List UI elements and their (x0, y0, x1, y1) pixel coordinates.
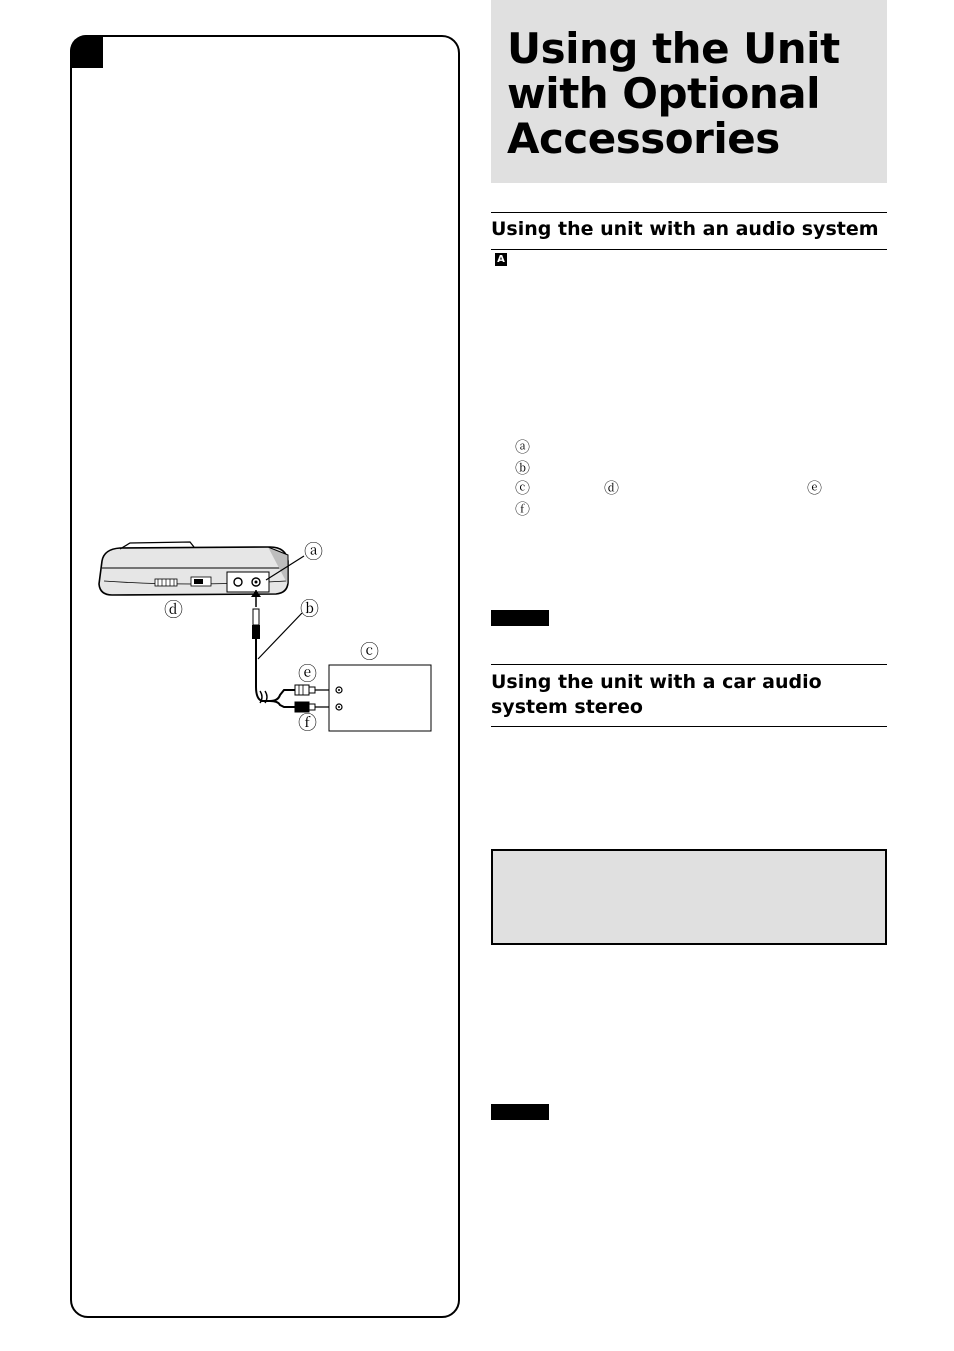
callout-c: ⓒ (360, 641, 380, 663)
section-heading-audio-text: Using the unit with an audio system (491, 218, 879, 240)
callout-reference-list (515, 437, 855, 519)
ref-f: ⓕ (515, 499, 531, 518)
note-bar (491, 1104, 549, 1120)
portable-unit-drawing (99, 542, 288, 595)
section-heading-car-line-2: system stereo (491, 696, 643, 718)
callout-f: ⓕ (298, 712, 318, 734)
section-heading-car-line-1: Using the unit with a car audio (491, 671, 822, 693)
figure-a-badge: A (495, 253, 507, 266)
panel-corner-tab (70, 35, 103, 68)
ref-b: ⓑ (515, 458, 531, 477)
info-box (491, 849, 887, 945)
ref-d: ⓓ (604, 479, 620, 497)
ref-a: ⓐ (515, 438, 531, 456)
callout-a: ⓐ (304, 541, 324, 563)
connection-diagram (90, 535, 440, 745)
callout-b: ⓑ (300, 598, 320, 620)
title-line-2: with Optional (507, 69, 821, 118)
section-heading-audio-system (491, 212, 887, 265)
page-title (491, 0, 887, 183)
title-line-3: Accessories (507, 114, 780, 163)
ref-e: ⓔ (807, 479, 823, 497)
ref-c: ⓒ (515, 479, 531, 497)
audio-equipment-box (329, 665, 431, 731)
list-item (515, 458, 855, 479)
audio-cable-drawing (252, 609, 336, 712)
section-heading-car-audio (491, 664, 887, 727)
note-bar (491, 610, 549, 626)
title-line-1: Using the Unit (507, 24, 840, 73)
callout-d: ⓓ (164, 599, 184, 621)
list-item (515, 478, 855, 499)
list-item (515, 437, 855, 458)
list-item (515, 499, 855, 520)
callout-e: ⓔ (298, 663, 318, 685)
